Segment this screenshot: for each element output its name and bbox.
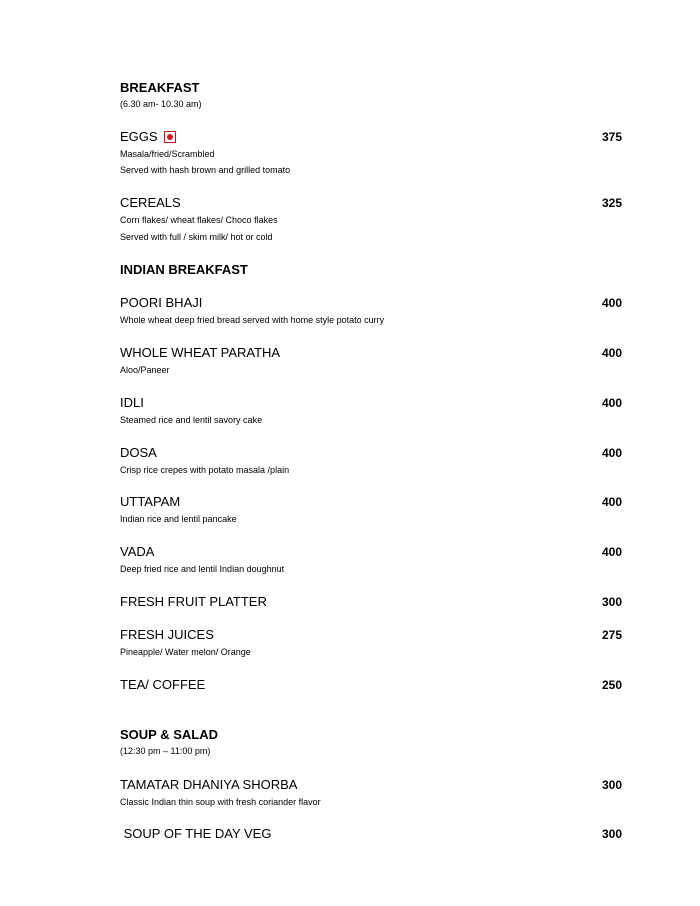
menu-item-desc: Crisp rice crepes with potato masala /plain bbox=[120, 465, 290, 475]
section-title-soup-salad: SOUP & SALAD bbox=[120, 727, 218, 742]
menu-item-eggs bbox=[120, 129, 176, 145]
menu-item-price-fresh-fruit-platter: 300 bbox=[601, 595, 622, 609]
menu-item-price-soup-of-the-day-veg: 300 bbox=[601, 827, 622, 841]
menu-item-cereals: CEREALS bbox=[120, 195, 181, 210]
menu-item-uttapam: UTTAPAM bbox=[120, 494, 181, 509]
menu-item-price-eggs: 375 bbox=[601, 130, 622, 144]
menu-item-price-vada: 400 bbox=[601, 545, 622, 559]
menu-item-price-whole-wheat-paratha: 400 bbox=[601, 346, 622, 360]
menu-item-desc: Deep fried rice and lentil Indian doughnut bbox=[120, 564, 285, 574]
menu-item-desc: Masala/fried/Scrambled bbox=[120, 149, 215, 159]
menu-item-price-poori-bhaji: 400 bbox=[601, 296, 622, 310]
section-title-breakfast: BREAKFAST bbox=[120, 80, 200, 95]
menu-item-desc: Pineapple/ Water melon/ Orange bbox=[120, 647, 251, 657]
menu-item-desc: Indian rice and lentil pancake bbox=[120, 514, 237, 524]
menu-item-whole-wheat-paratha: WHOLE WHEAT PARATHA bbox=[120, 345, 281, 360]
section-title-indian-breakfast: INDIAN BREAKFAST bbox=[120, 262, 248, 277]
menu-item-desc: Classic Indian thin soup with fresh coriander flavor bbox=[120, 797, 321, 807]
menu-item-fresh-fruit-platter: FRESH FRUIT PLATTER bbox=[120, 594, 267, 609]
non-veg-icon bbox=[164, 131, 176, 143]
menu-item-desc: Corn flakes/ wheat flakes/ Choco flakes bbox=[120, 215, 278, 225]
menu-item-desc: Steamed rice and lentil savory cake bbox=[120, 415, 263, 425]
menu-item-vada: VADA bbox=[120, 544, 155, 559]
menu-item-dosa: DOSA bbox=[120, 445, 157, 460]
menu-item-desc: Served with hash brown and grilled tomato bbox=[120, 165, 291, 175]
menu-item-price-idli: 400 bbox=[601, 396, 622, 410]
menu-item-tea-coffee: TEA/ COFFEE bbox=[120, 677, 206, 692]
menu-item-price-uttapam: 400 bbox=[601, 495, 622, 509]
menu-item-price-tamatar-dhaniya-shorba: 300 bbox=[601, 778, 622, 792]
menu-item-price-tea-coffee: 250 bbox=[601, 678, 622, 692]
menu-item-idli: IDLI bbox=[120, 395, 144, 410]
menu-item-soup-of-the-day-veg: SOUP OF THE DAY VEG bbox=[120, 826, 272, 841]
menu-item-fresh-juices: FRESH JUICES bbox=[120, 627, 214, 642]
menu-item-price-fresh-juices: 275 bbox=[601, 628, 622, 642]
section-hours-soup-salad: (12:30 pm – 11:00 pm) bbox=[120, 746, 211, 756]
menu-item-name: EGGS bbox=[120, 129, 158, 144]
menu-item-price-dosa: 400 bbox=[601, 446, 622, 460]
menu-item-poori-bhaji: POORI BHAJI bbox=[120, 295, 203, 310]
menu-item-tamatar-dhaniya-shorba: TAMATAR DHANIYA SHORBA bbox=[120, 777, 298, 792]
menu-item-desc: Served with full / skim milk/ hot or cold bbox=[120, 232, 273, 242]
menu-item-desc: Whole wheat deep fried bread served with home style potato curry bbox=[120, 315, 385, 325]
menu-item-desc: Aloo/Paneer bbox=[120, 365, 170, 375]
menu-item-price-cereals: 325 bbox=[601, 196, 622, 210]
section-hours-breakfast: (6.30 am- 10.30 am) bbox=[120, 99, 202, 109]
